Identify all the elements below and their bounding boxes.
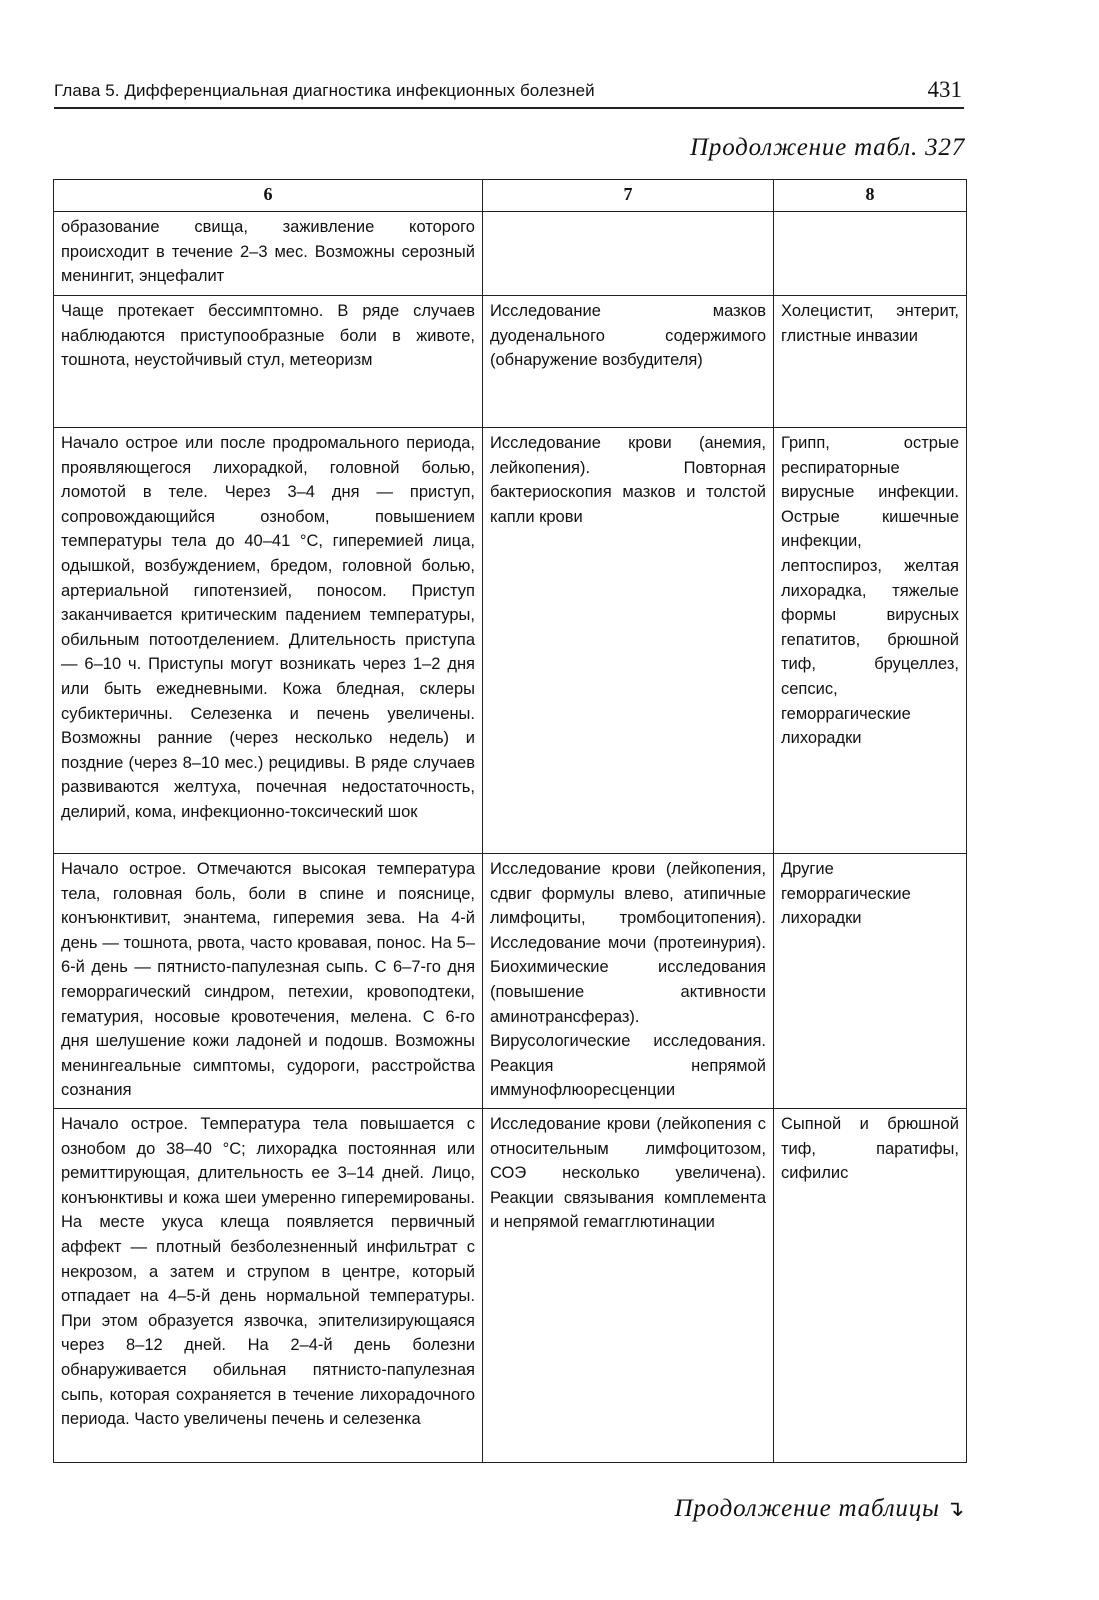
chapter-title: Глава 5. Дифференциальная диагностика инфекционных болезней xyxy=(54,81,595,100)
differential-cell: Сыпной и брюшной тиф, паратифы, сифилис xyxy=(774,1109,967,1463)
table-row xyxy=(54,854,967,1109)
column-header-6: 6 xyxy=(54,180,483,212)
page-header xyxy=(54,74,964,109)
page-number: 431 xyxy=(927,77,962,102)
differential-cell: Другие геморрагические лихорадки xyxy=(774,854,967,1109)
differential-cell: Холецистит, энтерит, глистные инвазии xyxy=(774,296,967,428)
clinical-picture-cell: Начало острое. Температура тела повышается с ознобом до 38–40 °С; лихорадка постоянная или ремиттирующая, длительность ее 3–14 дней. Лицо, конъюнктивы и кожа шеи умеренно гиперемированы. На месте укуса клеща появляется первичный аффект — плотный безболезненный инфильтрат с некрозом, а затем и струпом в центре, который отпадает на 4–5-й день нормальной температуры. При этом образуется язвочка, эпителизирующаяся через 8–12 дней. На 2–4-й день болезни обнаруживается обильная пятнисто-папулезная сыпь, которая сохраняется в течение лихорадочного периода. Часто увеличены печень и селезенка xyxy=(54,1109,483,1463)
diagnostics-cell xyxy=(483,212,774,296)
column-header-7: 7 xyxy=(483,180,774,212)
diagnostics-cell: Исследование мазков дуоденального содержимого (обнаружение возбудителя) xyxy=(483,296,774,428)
clinical-picture-cell: Чаще протекает бессимптомно. В ряде случаев наблюдаются приступообразные боли в животе, тошнота, неустойчивый стул, метеоризм xyxy=(54,296,483,428)
table-row xyxy=(54,212,967,296)
table-continued-footer xyxy=(675,1495,966,1523)
diagnostics-cell: Исследование крови (анемия, лейкопения). Повторная бактериоскопия мазков и толстой капли крови xyxy=(483,428,774,854)
differential-cell xyxy=(774,212,967,296)
table-row xyxy=(54,296,967,428)
diagnostics-cell: Исследование крови (лейкопения, сдвиг формулы влево, атипичные лимфоциты, тромбоцитопения). Исследование мочи (протеинурия). Биохимические исследования (повышение активности аминотрансфераз). Вирусологические исследования. Реакция непрямой иммунофлюоресценции xyxy=(483,854,774,1109)
clinical-picture-cell: образование свища, заживление которого происходит в течение 2–3 мес. Возможны серозный менингит, энцефалит xyxy=(54,212,483,296)
differential-diagnosis-table xyxy=(53,179,967,1463)
diagnostics-cell: Исследование крови (лейкопения с относительным лимфоцитозом, СОЭ несколько увеличена). Реакции связывания комплемента и непрямой гемагглютинации xyxy=(483,1109,774,1463)
table-header-row xyxy=(54,180,967,212)
turn-page-arrow-icon: ↴ xyxy=(945,1497,965,1522)
continued-label: Продолжение таблицы xyxy=(674,1495,940,1522)
clinical-picture-cell: Начало острое. Отмечаются высокая температура тела, головная боль, боли в спине и пояснице, конъюнктивит, энантема, гиперемия зева. На 4-й день — тошнота, рвота, часто кровавая, понос. На 5–6-й день — пятнисто-папулезная сыпь. С 6–7-го дня геморрагический синдром, петехии, кровоподтеки, гематурия, носовые кровотечения, мелена. С 6-го дня шелушение кожи ладоней и подошв. Возможны менингеальные симптомы, судороги, расстройства сознания xyxy=(54,854,483,1109)
table-row xyxy=(54,1109,967,1463)
table-row xyxy=(54,428,967,854)
column-header-8: 8 xyxy=(774,180,967,212)
table-continuation-caption: Продолжение табл. 327 xyxy=(690,134,965,161)
differential-cell: Грипп, острые респираторные вирусные инфекции. Острые кишечные инфекции, лептоспироз, желтая лихорадка, тяжелые формы вирусных гепатитов, брюшной тиф, бруцеллез, сепсис, геморрагические лихорадки xyxy=(774,428,967,854)
clinical-picture-cell: Начало острое или после продромального периода, проявляющегося лихорадкой, головной болью, ломотой в теле. Через 3–4 дня — приступ, сопровождающийся ознобом, повышением температуры тела до 40–41 °С, гиперемией лица, одышкой, возбуждением, бредом, головной болью, артериальной гипотензией, поносом. Приступ заканчивается критическим падением температуры, обильным потоотделением. Длительность приступа — 6–10 ч. Приступы могут возникать через 1–2 дня или быть ежедневными. Кожа бледная, склеры субиктеричны. Селезенка и печень увеличены. Возможны ранние (через несколько недель) и поздние (через 8–10 мес.) рецидивы. В ряде случаев развиваются желтуха, почечная недостаточность, делирий, кома, инфекционно-токсический шок xyxy=(54,428,483,854)
